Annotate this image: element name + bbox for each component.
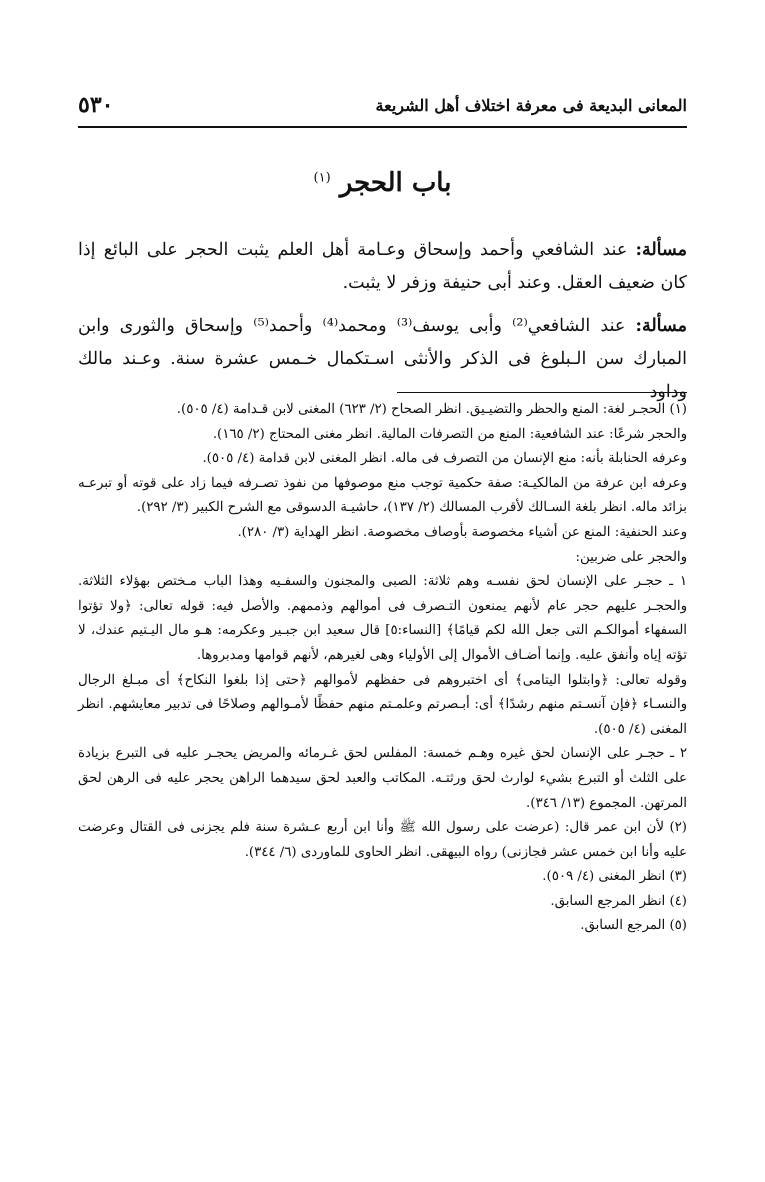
page-number: ٥٣٠ bbox=[78, 92, 114, 118]
footnote-separator bbox=[397, 392, 687, 393]
chapter-title-text: باب الحجر bbox=[339, 168, 452, 198]
footnote-line: (٤) انظر المرجع السابق. bbox=[550, 893, 687, 909]
footnote-line: وعند الحنفية: المنع عن أشياء مخصوصة بأوصاف مخصوصة. انظر الهداية (٣/ ٢٨٠). bbox=[237, 524, 687, 540]
page-header bbox=[78, 88, 687, 128]
paragraph-text: عند الشافعي وأحمد وإسحاق وعـامة أهل العلم يثبت الحجر على البائع إذا كان ضعيف العقل. وعند أبى حنيفة وزفر لا يثبت. bbox=[78, 240, 687, 293]
footnote-line: ١ ـ حجـر على الإنسان لحق نفسـه وهم ثلاثة: الصبى والمجنون والسفـيه وهذا الباب مـختص بهؤلاء الثلاثة. والحجـر عليهم حجر عام لأنهم يمنعون التـصرف فى أموالهم وذممهم. والأصل فيه: قوله تعالى: ﴿ولا تؤتوا السفهاء أموالكـم التى جعل الله لكم قيامًا﴾ [النساء:٥] قال سعيد ابن جبـير وعكرمه: هـو مال اليـتيم عندك، لا تؤته إياه وأنفق عليه. وإنما أضـاف الأموال إلى الأولياء وهى لغيرهم، لأنهم قوامها ومدبروها. bbox=[78, 574, 687, 663]
footnote-line: ٢ ـ حجـر على الإنسان لحق غيره وهـم خمسة: المفلس لحق غـرمائه والمريض يحجـر عليه فى التبرع بزيادة على الثلث أو التبرع بشيء لوارث لحق ورثتـه. المكاتب والعبد لحق سيدهما الراهن يحجر عليه فى الرهن لحق المرتهن. المجموع (١٣/ ٣٤٦). bbox=[78, 746, 687, 811]
chapter-title bbox=[78, 168, 687, 198]
footnote-line: (٢) لأن ابن عمر قال: (عرضت على رسول الله ﷺ وأنا ابن أربع عـشرة سنة فلم يجزنى فى القتال وعرضت عليه وأنا ابن خمس عشر فجازنى) رواه البيهقى. انظر الحاوى للماوردى (٦/ ٣٤٤). bbox=[78, 820, 687, 860]
footnote-line: وعرفه ابن عرفة من المالكيـة: صفة حكمية توجب منع موصوفها من نفوذ تصـرفه فيما زاد على قوته أو تبرعـه بزائد ماله. انظر بلغة السـالك لأقرب المسالك (٢/ ١٣٧)، حاشيـة الدسوقى مع الشرح الكبير (٣/ ٢٩٢). bbox=[78, 475, 687, 516]
footnote-line: (٥) المرجع السابق. bbox=[580, 918, 687, 934]
footnotes bbox=[78, 398, 687, 939]
body-paragraph-1 bbox=[78, 234, 687, 300]
issue-label: مسألة: bbox=[635, 316, 687, 336]
running-title: المعانى البديعة فى معرفة اختلاف أهل الشريعة bbox=[375, 96, 687, 115]
footnote-line: (٣) انظر المغنى (٤/ ٥٠٩). bbox=[542, 869, 687, 885]
footnote-line: (١) الحجـر لغة: المنع والحظر والتضيـيق. انظر الصحاح (٢/ ٦٢٣) المغنى لابن قـدامة (٤/ ٥٠٥). bbox=[176, 402, 687, 417]
footnote-line: وعرفه الحنابلة بأنه: منع الإنسان من التصرف فى ماله. انظر المغنى لابن قدامة (٤/ ٥٠٥). bbox=[202, 451, 687, 467]
paragraph-text: عند الشافعي⁽²⁾ وأبى يوسف⁽³⁾ ومحمد⁽⁴⁾ وأحمد⁽⁵⁾ وإسحاق والثورى وابن المبارك سن الـبلوغ فى الذكر والأنثى اسـتكمال خـمس عشرة سنة. وعـند مالك وداود bbox=[78, 316, 687, 402]
footnote-line: وقوله تعالى: ﴿وابتلوا اليتامى﴾ أى اختبروهم فى حفظهم لأموالهم ﴿حتى إذا بلغوا النكاح﴾ أى مبـلغ الرجال والنسـاء ﴿فإن آنسـتم منهم رشدًا﴾ أى: أبـصرتم وعلمـتم منهم حفظًا لأمـوالهم وصلاحًا فى تدبير معايشهم. انظر المغنى (٤/ ٥٠٥). bbox=[78, 672, 687, 737]
body-paragraph-2 bbox=[78, 310, 687, 409]
chapter-footnote-ref: (١) bbox=[313, 170, 331, 186]
footnote-line: والحجر شرعًا: عند الشافعية: المنع من التصرفات المالية. انظر مغنى المحتاج (٢/ ١٦٥). bbox=[212, 426, 687, 442]
issue-label: مسألة: bbox=[635, 240, 687, 260]
footnote-line: والحجر على ضربين: bbox=[575, 549, 687, 565]
